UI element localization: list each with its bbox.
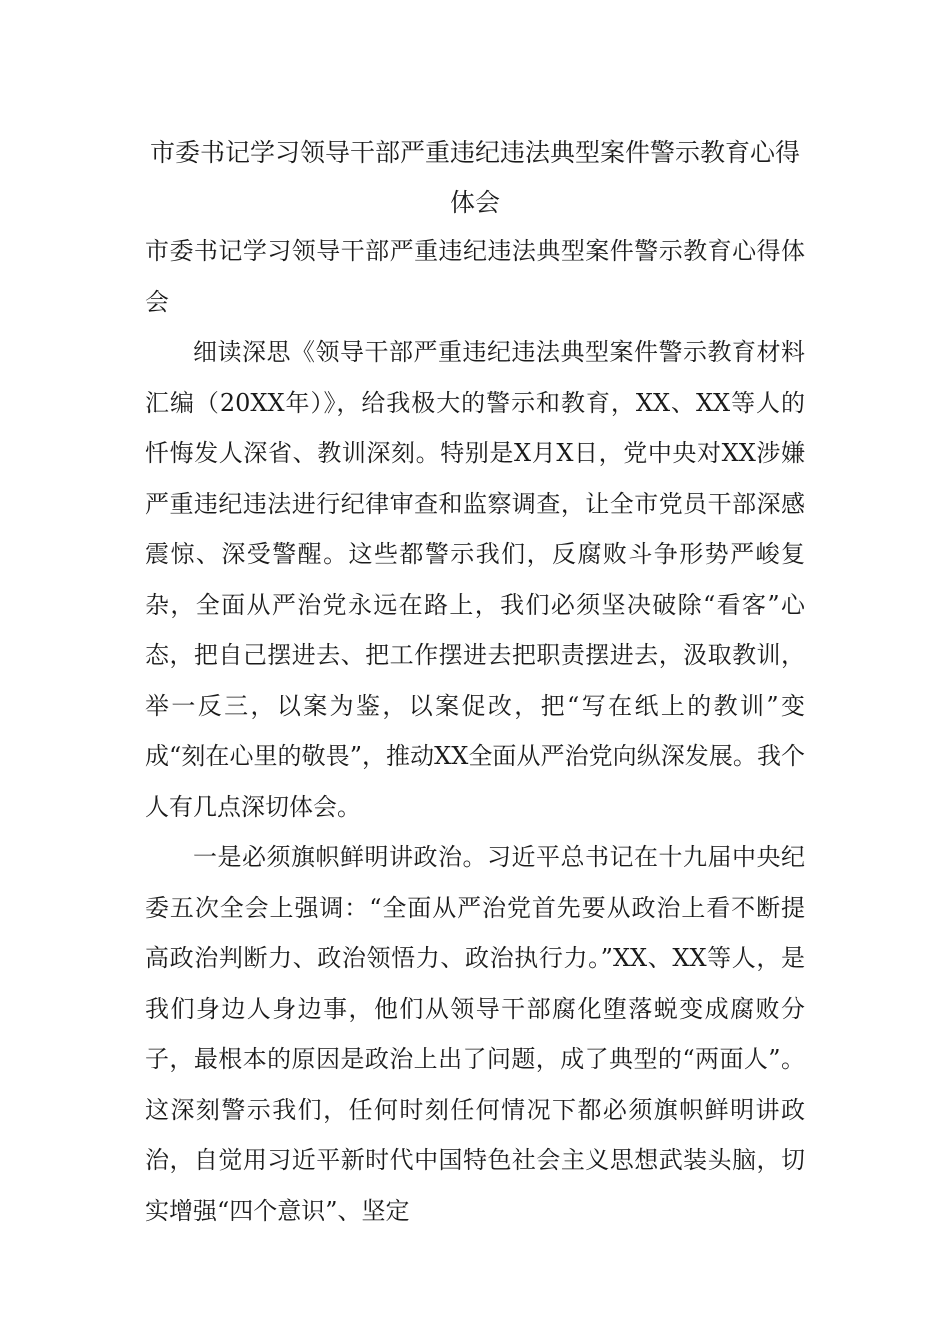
paragraph-intro: 细读深思《领导干部严重违纪违法典型案件警示教育材料汇编（20XX年）》，给我极大的警示和教育，XX、XX等人的忏悔发人深省、教训深刻。特别是X月X日，党中央对XX涉嫌严重违纪违法进行纪律审查和监察调查，让全市党员干部深感震惊、深受警醒。这些都警示我们，反腐败斗争形势严峻复杂，全面从严治党永远在路上，我们必须坚决破除“看客”心态，把自己摆进去、把工作摆进去把职责摆进去，汲取教训，举一反三，以案为鉴，以案促改，把“写在纸上的教训”变成“刻在心里的敬畏”，推动XX全面从严治党向纵深发展。我个人有几点深切体会。 (145, 338, 805, 821)
document-subtitle: 市委书记学习领导干部严重违纪违法典型案件警示教育心得体会 (145, 237, 805, 316)
document-body (145, 226, 805, 1236)
document-title: 市委书记学习领导干部严重违纪违法典型案件警示教育心得体会 (149, 138, 800, 217)
paragraph-point-one: 一是必须旗帜鲜明讲政治。习近平总书记在十九届中央纪委五次全会上强调：“全面从严治党首先要从政治上看不断提高政治判断力、政治领悟力、政治执行力。”XX、XX等人，是我们身边人身边事，他们从领导干部腐化堕落蜕变成腐败分子，最根本的原因是政治上出了问题，成了典型的“两面人”。这深刻警示我们，任何时刻任何情况下都必须旗帜鲜明讲政治，自觉用习近平新时代中国特色社会主义思想武装头脑，切实增强“四个意识”、坚定 (145, 843, 805, 1225)
